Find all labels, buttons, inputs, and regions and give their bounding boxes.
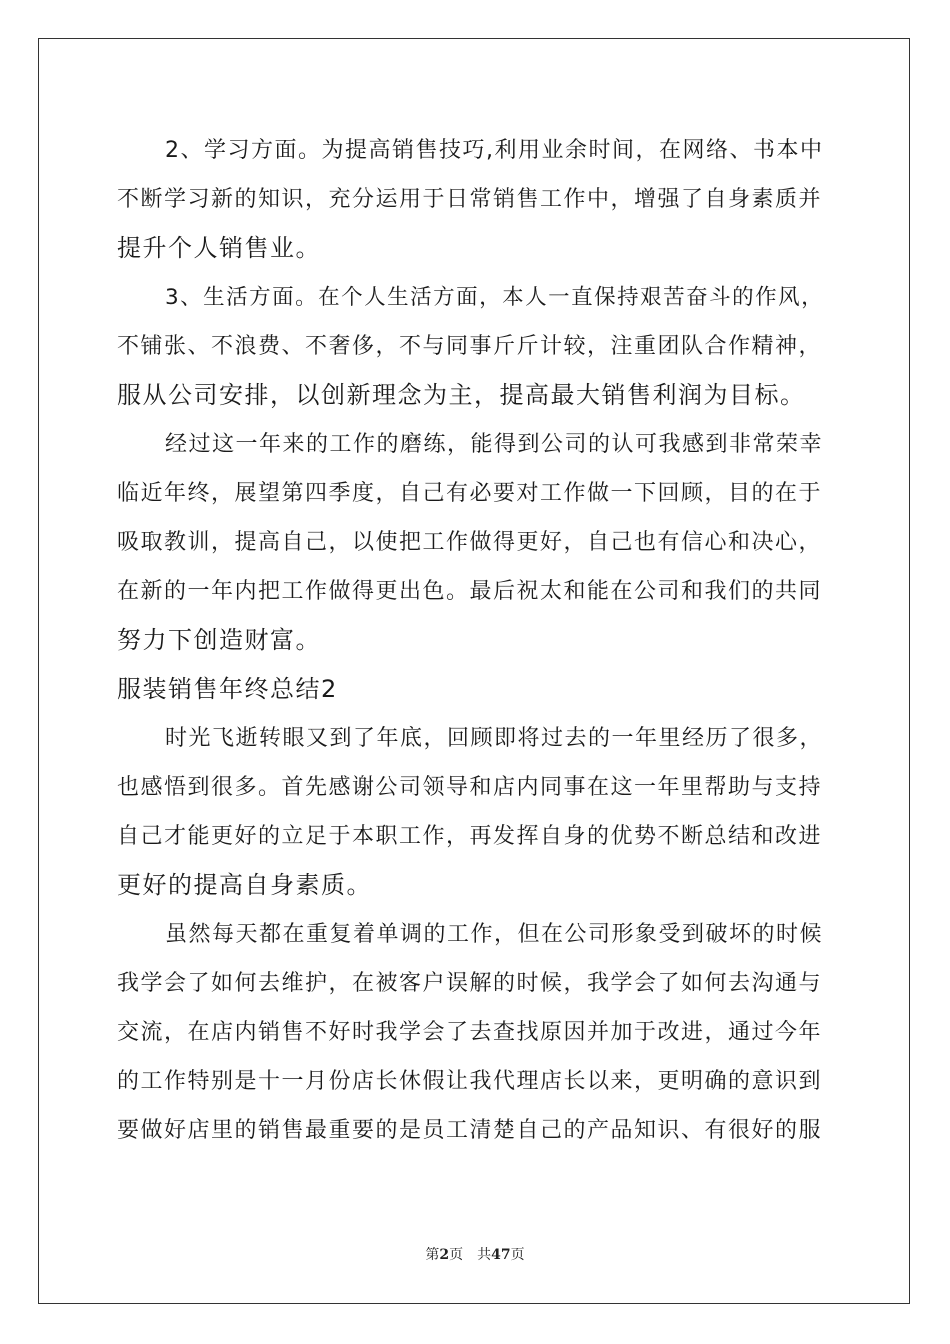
text-line: 在新的一年内把工作做得更出色。最后祝太和能在公司和我们的共同 bbox=[117, 579, 823, 604]
text-line: 也感悟到很多。首先感谢公司领导和店内同事在这一年里帮助与支持 bbox=[117, 775, 823, 800]
footer-total-suffix: 页 bbox=[510, 1247, 525, 1263]
text-line: 虽然每天都在重复着单调的工作，但在公司形象受到破坏的时候 bbox=[165, 922, 824, 947]
footer-page-suffix: 页 bbox=[449, 1247, 464, 1263]
text-line: 临近年终，展望第四季度，自己有必要对工作做一下回顾，目的在于 bbox=[117, 481, 823, 506]
text-line: 吸取教训，提高自己，以使把工作做得更好，自己也有信心和决心， bbox=[117, 530, 823, 555]
text-line: 要做好店里的销售最重要的是员工清楚自己的产品知识、有很好的服 bbox=[117, 1118, 823, 1143]
document-body bbox=[117, 126, 833, 1155]
text-line: 自己才能更好的立足于本职工作，再发挥自身的优势不断总结和改进 bbox=[117, 824, 823, 849]
text-line: 不断学习新的知识，充分运用于日常销售工作中，增强了自身素质并 bbox=[117, 187, 823, 212]
text-line: 服装销售年终总结2 bbox=[117, 675, 338, 703]
text-line: 经过这一年来的工作的磨练，能得到公司的认可我感到非常荣幸 bbox=[165, 432, 824, 457]
text-line: 不铺张、不浪费、不奢侈，不与同事斤斤计较，注重团队合作精神， bbox=[117, 334, 823, 359]
text-line: 交流，在店内销售不好时我学会了去查找原因并加于改进，通过今年 bbox=[117, 1020, 823, 1045]
footer-total-prefix: 共 bbox=[477, 1247, 492, 1263]
text-line: 我学会了如何去维护，在被客户误解的时候，我学会了如何去沟通与 bbox=[117, 971, 823, 996]
text-line: 服从公司安排，以创新理念为主，提高最大销售利润为目标。 bbox=[117, 381, 806, 409]
text-line: 3、生活方面。在个人生活方面，本人一直保持艰苦奋斗的作风， bbox=[165, 285, 825, 310]
text-line: 努力下创造财富。 bbox=[117, 626, 321, 654]
footer-page-prefix: 第 bbox=[425, 1247, 440, 1263]
text-line: 时光飞逝转眼又到了年底，回顾即将过去的一年里经历了很多， bbox=[165, 726, 824, 751]
footer-total-pages: 47 bbox=[491, 1247, 511, 1263]
text-line: 提升个人销售业。 bbox=[117, 234, 321, 262]
text-line: 的工作特别是十一月份店长休假让我代理店长以来，更明确的意识到 bbox=[117, 1069, 823, 1094]
page-footer bbox=[0, 1244, 950, 1264]
footer-page-number: 2 bbox=[439, 1247, 450, 1263]
text-line: 2、学习方面。为提高销售技巧,利用业余时间，在网络、书本中 bbox=[165, 138, 824, 163]
text-line: 更好的提高自身素质。 bbox=[117, 871, 372, 899]
